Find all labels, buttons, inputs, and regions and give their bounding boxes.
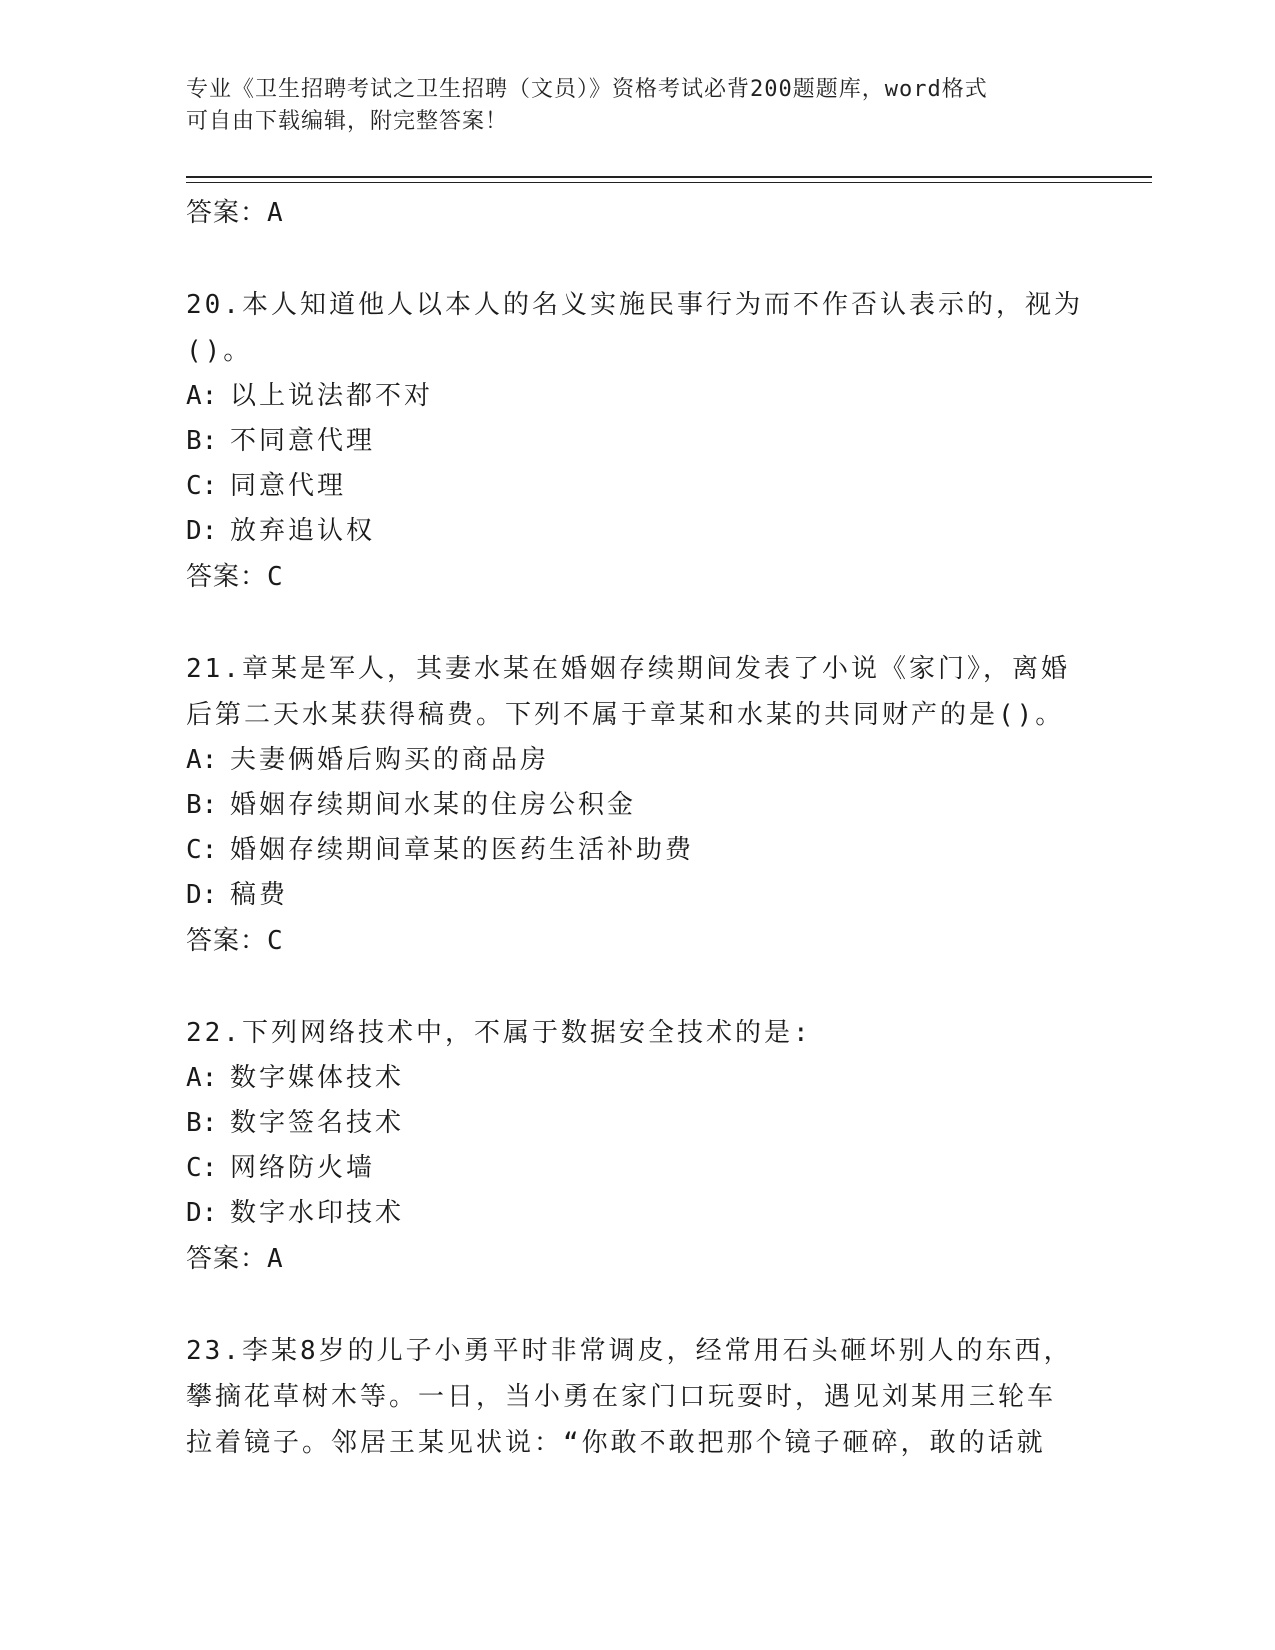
spacer <box>186 236 1066 282</box>
option-letter: D: <box>186 880 218 910</box>
spacer <box>186 600 1066 646</box>
option-d <box>186 1191 1066 1236</box>
answer-label: 答案： <box>186 562 268 592</box>
option-text: 数字水印技术 <box>230 1198 405 1228</box>
question-block <box>186 646 1070 964</box>
question-text-line: 拉着镜子。邻居王某见状说：“你敢不敢把那个镜子砸碎，敢的话就 <box>186 1428 1046 1458</box>
question-list <box>186 190 1083 1466</box>
question-text-line: 23.李某8岁的儿子小勇平时非常调皮，经常用石头砸坏别人的东西， <box>186 1336 1073 1366</box>
answer-value: A <box>267 198 284 228</box>
question-text-line: 21.章某是军人，其妻水某在婚姻存续期间发表了小说《家门》，离婚 <box>186 654 1070 684</box>
option-letter: A: <box>186 1063 218 1093</box>
option-letter: B: <box>186 426 218 456</box>
option-letter: B: <box>186 790 218 820</box>
header-line-2: 可自由下载编辑，附完整答案！ <box>186 109 509 134</box>
option-text: 婚姻存续期间章某的医药生活补助费 <box>230 835 695 865</box>
question-block <box>186 1010 1066 1282</box>
option-letter: C: <box>186 1153 218 1183</box>
option-b <box>186 1101 1066 1146</box>
option-d <box>186 873 1066 918</box>
answer-line <box>186 554 1066 600</box>
option-text: 以上说法都不对 <box>230 381 434 411</box>
option-d <box>186 509 1066 554</box>
option-letter: B: <box>186 1108 218 1138</box>
header-line-1: 专业《卫生招聘考试之卫生招聘（文员）》资格考试必背200题题库，word格式 <box>186 77 988 102</box>
option-letter: C: <box>186 835 218 865</box>
option-text: 数字签名技术 <box>230 1108 405 1138</box>
option-letter: C: <box>186 471 218 501</box>
question-text-line: 后第二天水某获得稿费。下列不属于章某和水某的共同财产的是()。 <box>186 700 1065 730</box>
option-c <box>186 464 1066 509</box>
question-text-line: 20.本人知道他人以本人的名义实施民事行为而不作否认表示的，视为 <box>186 290 1083 320</box>
option-text: 同意代理 <box>230 471 347 501</box>
option-c <box>186 1146 1066 1191</box>
answer-line <box>186 918 1066 964</box>
option-b <box>186 419 1066 464</box>
answer-line <box>186 190 1066 236</box>
option-a <box>186 374 1066 419</box>
question-text-line: 攀摘花草树木等。一日，当小勇在家门口玩耍时，遇见刘某用三轮车 <box>186 1382 1057 1412</box>
header-divider-thin <box>186 182 1152 183</box>
answer-line <box>186 1236 1066 1282</box>
option-a <box>186 1056 1066 1101</box>
answer-label: 答案： <box>186 926 268 956</box>
question-text-line: 22.下列网络技术中，不属于数据安全技术的是: <box>186 1018 812 1048</box>
option-text: 不同意代理 <box>230 426 376 456</box>
answer-label: 答案： <box>186 1244 268 1274</box>
question-text-line: ()。 <box>186 336 253 366</box>
option-text: 网络防火墙 <box>230 1153 376 1183</box>
answer-label: 答案： <box>186 198 268 228</box>
question-block <box>186 1328 1073 1466</box>
option-text: 夫妻俩婚后购买的商品房 <box>230 745 550 775</box>
option-text: 放弃追认权 <box>230 516 376 546</box>
spacer <box>186 1282 1066 1328</box>
answer-value: A <box>267 1244 284 1274</box>
option-c <box>186 828 1066 873</box>
option-b <box>186 783 1066 828</box>
option-letter: D: <box>186 516 218 546</box>
header-divider-thick <box>186 176 1152 178</box>
option-text: 稿费 <box>230 880 289 910</box>
question-block <box>186 282 1083 600</box>
document-header <box>186 74 1066 138</box>
option-text: 婚姻存续期间水某的住房公积金 <box>230 790 637 820</box>
answer-value: C <box>267 562 284 592</box>
option-letter: A: <box>186 381 218 411</box>
answer-value: C <box>267 926 284 956</box>
option-letter: A: <box>186 745 218 775</box>
option-text: 数字媒体技术 <box>230 1063 405 1093</box>
option-a <box>186 738 1066 783</box>
option-letter: D: <box>186 1198 218 1228</box>
spacer <box>186 964 1066 1010</box>
